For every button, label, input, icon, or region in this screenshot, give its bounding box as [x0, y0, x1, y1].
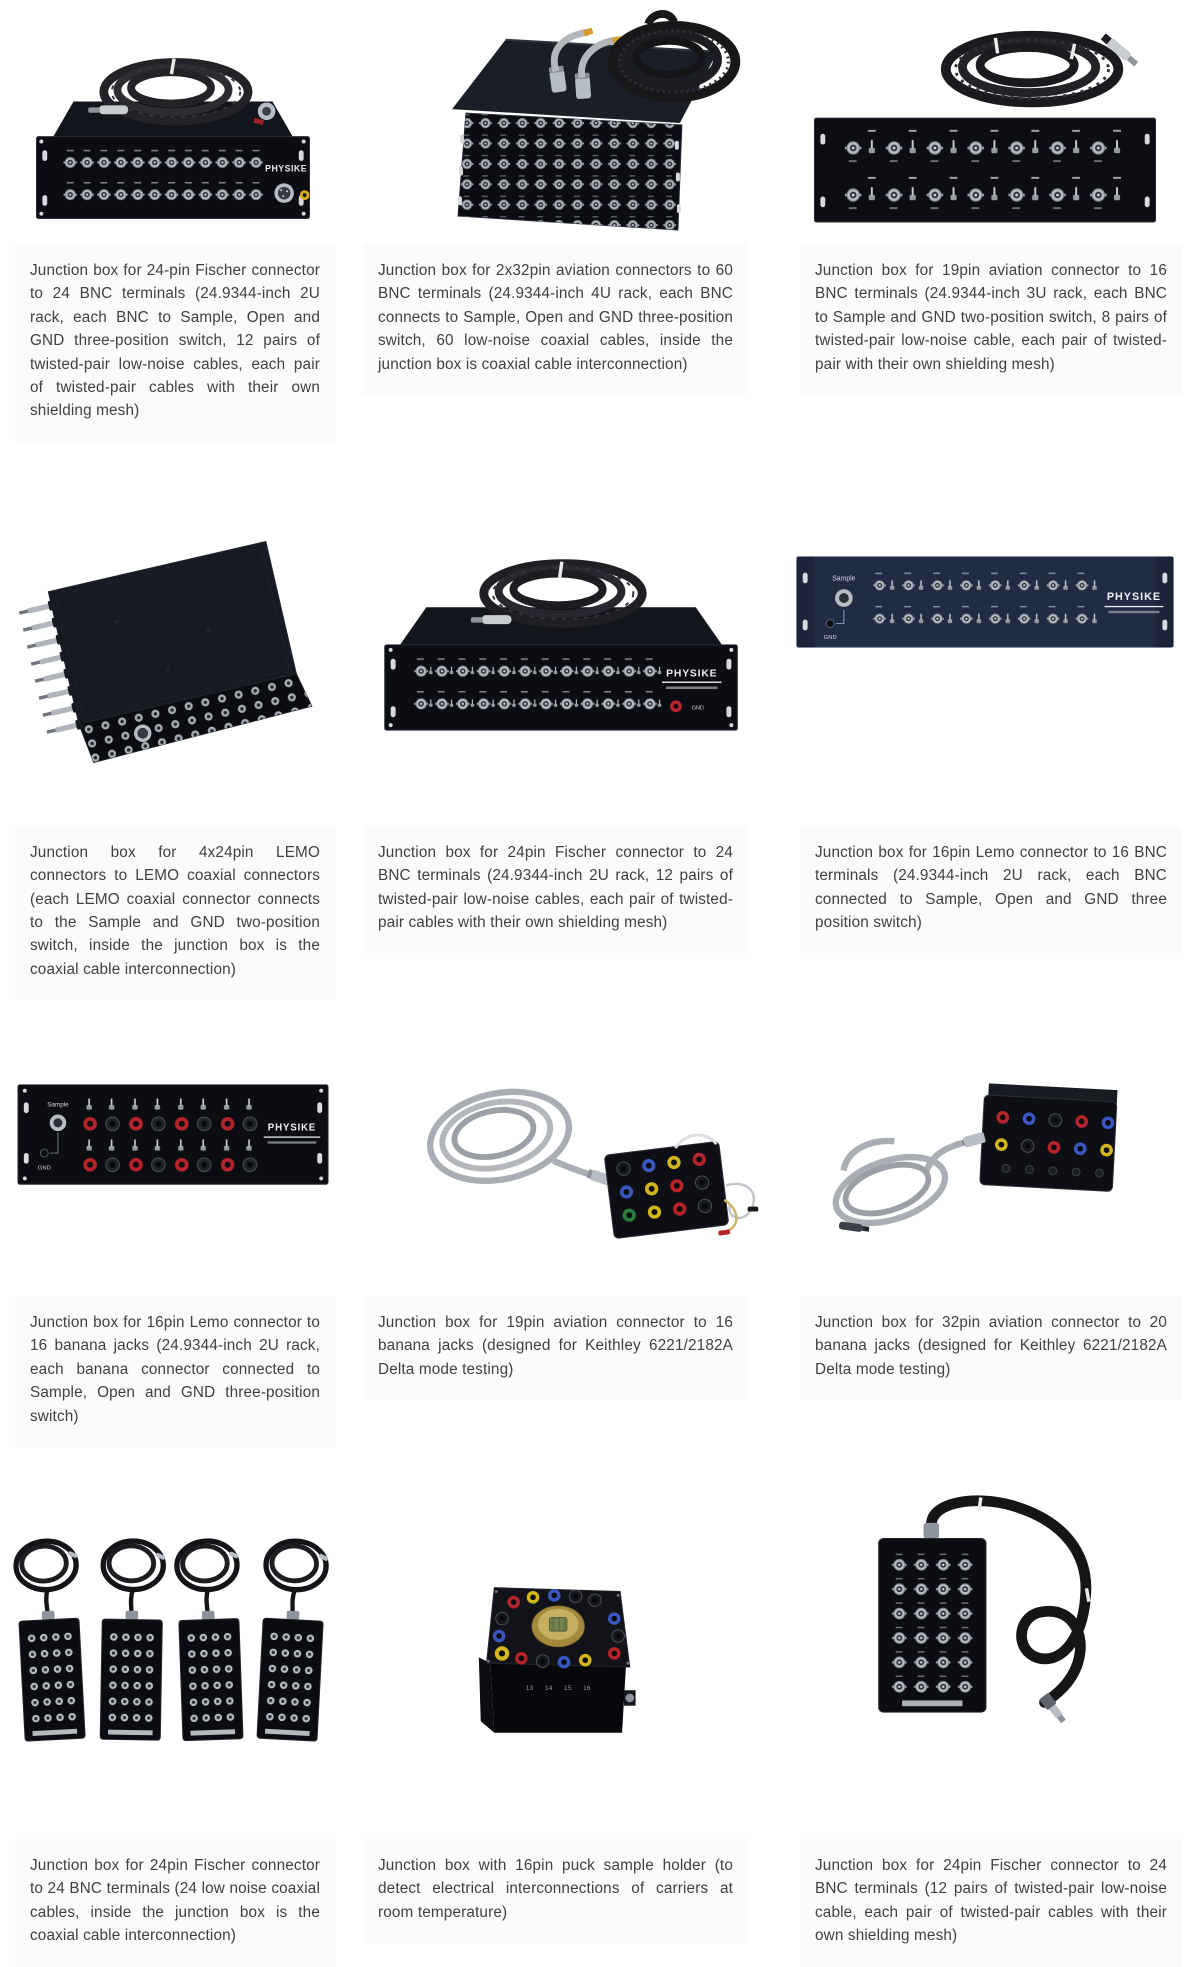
product-caption: Junction box for 16pin Lemo connector to 16 banana jacks (24.9344-inch 2U rack, each banana connector connected to Sample, Open and GND three-position switch) — [30, 1314, 320, 1425]
product-caption: Junction box for 19pin aviation connector to 16 BNC terminals (24.9344-inch 3U rack, each BNC to Sample and GND two-position switch, 8 pairs of twisted-pair low-noise cable, each pair of twisted-pair with their own shielding mesh) — [815, 262, 1167, 373]
product-caption-card — [15, 244, 335, 442]
product-caption-card — [363, 244, 748, 395]
junction-box-16pin-lemo-16banana-2u-image — [12, 1077, 334, 1194]
brand-label: PHYSIKE — [264, 163, 307, 174]
product-caption: Junction box for 24pin Fischer connector to 24 BNC terminals (24 low noise coaxial cables, inside the junction box is the coaxial cable interconnection) — [30, 1857, 320, 1945]
puck-port-numbers: 13 14 15 16 — [525, 1685, 591, 1693]
product-caption-card — [800, 244, 1182, 395]
product-caption-cell — [0, 244, 345, 442]
junction-box-2x32pin-60bnc-4u-image — [355, 0, 771, 246]
product-caption-card — [15, 1839, 335, 1967]
product-caption-cell — [780, 826, 1190, 1000]
junction-box-fischer-24bnc-2u-twisted-image — [355, 520, 771, 748]
product-caption-cell — [780, 1296, 1190, 1447]
product-caption-cell — [345, 244, 780, 442]
product-photo-5 — [345, 442, 780, 826]
product-caption-card — [800, 1296, 1182, 1400]
junction-box-fischer-24bnc-cable-image — [785, 1495, 1185, 1779]
product-caption: Junction box for 16pin Lemo connector to 16 BNC terminals (24.9344-inch 2U rack, each BNC connected to Sample, Open and GND three position switch) — [815, 843, 1167, 931]
product-caption-card — [15, 1296, 335, 1447]
product-caption-cell — [0, 1296, 345, 1447]
brand-label: PHYSIKE — [1106, 590, 1162, 603]
grey-cable-coil — [421, 1080, 576, 1193]
product-photo-4 — [0, 442, 345, 826]
junction-box-fischer-24bnc-2u-image — [17, 7, 329, 237]
product-photo-3 — [780, 0, 1190, 244]
junction-box-19pin-16bnc-3u-image — [789, 4, 1181, 240]
product-photo-6 — [780, 442, 1190, 826]
product-caption-cell — [345, 1839, 780, 1967]
product-caption: Junction box for 4x24pin LEMO connectors to LEMO coaxial connectors (each LEMO coaxial connector connects to the Sample and GND two-position switch, inside the junction box is the coaxial cable interconnection) — [30, 843, 320, 978]
product-caption: Junction box for 24pin Fischer connector to 24 BNC terminals (12 pairs of twisted-pair low-noise cable, each pair of twisted-pair cables with their own shielding mesh) — [815, 1857, 1167, 1945]
junction-box-16pin-puck-holder-image — [413, 1524, 713, 1750]
gnd-label: GND — [691, 705, 704, 712]
junction-box-16pin-lemo-16bnc-2u-image — [789, 551, 1181, 653]
product-caption: Junction box for 24pin Fischer connector to 24 BNC terminals (24.9344-inch 2U rack, 12 pairs of twisted-pair low-noise cables, each pair of twisted-pair cables with their own shielding mesh) — [378, 843, 733, 931]
product-photo-9 — [780, 1000, 1190, 1296]
product-caption: Junction box with 16pin puck sample holder (to detect electrical interconnections of carriers at room temperature) — [378, 1857, 733, 1921]
product-photo-7 — [0, 1000, 345, 1296]
product-caption-cell — [780, 244, 1190, 442]
product-caption-cell — [0, 826, 345, 1000]
product-caption-card — [363, 1296, 748, 1400]
cable-coil — [946, 36, 1118, 103]
product-caption-cell — [0, 1839, 345, 1967]
product-caption: Junction box for 24-pin Fischer connector to 24 BNC terminals (24.9344-inch 2U rack, each BNC to Sample, Open and GND three-position switch, 12 pairs of twisted-pair low-noise cables, each pair of twisted-pair cables with their own shielding mesh) — [30, 262, 320, 420]
junction-box-4x24pin-lemo-image — [8, 479, 338, 789]
product-photo-12 — [780, 1447, 1190, 1839]
product-caption: Junction box for 19pin aviation connector to 16 banana jacks (designed for Keithley 6221/2182A Delta mode testing) — [378, 1314, 733, 1378]
product-caption: Junction box for 32pin aviation connector to 20 banana jacks (designed for Keithley 6221/2182A Delta mode testing) — [815, 1314, 1167, 1378]
junction-box-32pin-20banana-image — [785, 1043, 1185, 1259]
product-caption-card — [363, 1839, 748, 1943]
product-caption-cell — [345, 1296, 780, 1447]
product-photo-10 — [0, 1447, 345, 1839]
brand-label: PHYSIKE — [267, 1122, 316, 1134]
sample-label: Sample — [46, 1100, 69, 1108]
cable-coil — [483, 561, 641, 623]
product-caption-card — [15, 826, 335, 1000]
product-caption-card — [363, 826, 748, 954]
product-photo-2 — [345, 0, 780, 244]
product-caption-card — [800, 826, 1182, 954]
junction-box-19pin-16banana-image — [353, 1037, 773, 1265]
product-photo-8 — [345, 1000, 780, 1296]
sample-label: Sample — [832, 575, 856, 583]
product-photo-11 — [345, 1447, 780, 1839]
brand-label: PHYSIKE — [665, 668, 717, 680]
product-caption: Junction box for 2x32pin aviation connectors to 60 BNC terminals (24.9344-inch 4U rack, each BNC connects to Sample, Open and GND three-position switch, 60 low-noise coaxial cables, inside the junction box is coaxial cable interconnection) — [378, 262, 733, 373]
gnd-label: GND — [37, 1165, 51, 1172]
product-photo-1 — [0, 0, 345, 244]
product-caption-cell — [345, 826, 780, 1000]
gnd-label: GND — [823, 634, 837, 641]
product-caption-cell — [780, 1839, 1190, 1967]
product-caption-card — [800, 1839, 1182, 1967]
junction-box-fischer-24bnc-coaxial-image — [8, 1511, 338, 1763]
